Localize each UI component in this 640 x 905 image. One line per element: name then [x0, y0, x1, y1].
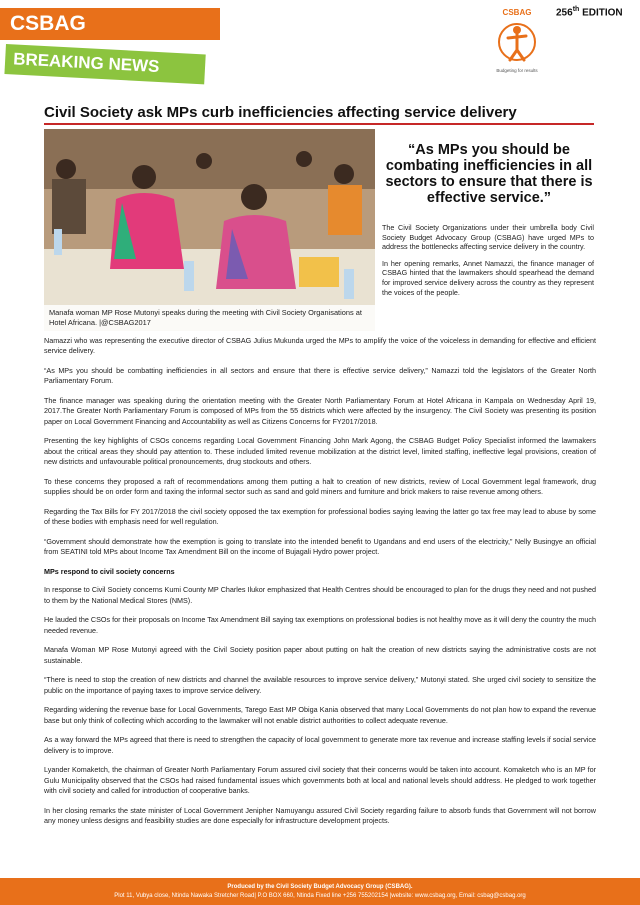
page-footer — [0, 878, 640, 905]
body-paragraph: To these concerns they proposed a raft of recommendations among them putting a halt to creation of new districts, review of Local Government legal framework, drug supplies should be on order form and taxing the informal sector such as sand and gold miners and furniture and brick makers to raise revenue among others. — [44, 476, 596, 497]
side-paragraph: In her opening remarks, Annet Namazzi, the finance manager of CSBAG hinted that the lawmakers should spearhead the demand for improved service delivery across the country as they represent the voices of the people. — [382, 258, 594, 297]
article-photo — [44, 129, 375, 331]
edition-word: EDITION — [582, 7, 623, 19]
edition-number: 256 — [556, 7, 573, 19]
article-body — [44, 336, 596, 836]
csbag-logo — [486, 6, 548, 76]
body-paragraph: In her closing remarks the state minister of Local Government Jenipher Namuyangu assured Civil Society regarding failure to absorb funds that Government will not borrow any money unless designs and feasibility studies are done especially for infrastructure development projects. — [44, 805, 596, 826]
body-paragraph: Presenting the key highlights of CSOs concerns regarding Local Government Financing John Mark Agong, the CSBAG Budget Policy Specialist informed the lawmakers about the critical areas they should pay attention to. These included limited revenue mobilization at the district level, limited staffing, ineffective legal provisions, creation of new districts and unfavourable political pronouncements, drug stockouts and others. — [44, 436, 596, 467]
brand-banner: CSBAG — [0, 8, 220, 40]
body-paragraph: Regarding the Tax Bills for FY 2017/2018 the civil society opposed the tax exemption for professional bodies saying leaving the latter go tax free may lead to abuse by some of these bodies with emphasis need for well regulation. — [44, 506, 596, 527]
edition-suffix: th — [572, 6, 580, 13]
edition-label — [556, 6, 623, 18]
body-paragraph: Namazzi who was representing the executive director of CSBAG Julius Mukunda urged the MPs to amplify the voice of the voiceless in demanding for effective and efficient service delivery. — [44, 336, 596, 356]
body-paragraph: Lyander Komaketch, the chairman of Greater North Parliamentary Forum assured civil society that their concerns would be taken into account. Komaketch who is an MP for Gulu Municipality observed that the CSOs had raised fundamental issues which governments both at local and national levels should address. He pledged to work together with civil society and called for introduction of cooperative banks. — [44, 765, 596, 796]
body-paragraph: “Government should demonstrate how the exemption is going to translate into the intended benefit to Ugandans and end users of the electricity,” Nelly Busingye an official from SEATINI told MPs about Income Tax Amendment Bill on the income of Bujagali Hydro power project. — [44, 536, 596, 557]
body-paragraph: He lauded the CSOs for their proposals on Income Tax Amendment Bill saying tax exemptions on professional bodies is not healthy move as it will deny the country the much needed revenue. — [44, 615, 596, 635]
body-paragraph: As a way forward the MPs agreed that there is need to strengthen the capacity of local government to generate more tax revenue and increase staffing levels if social service delivery is to improve. — [44, 735, 596, 755]
photo-caption: Manafa woman MP Rose Mutonyi speaks during the meeting with Civil Society Organisations at Hotel Africana. |@CSBAG2017 — [44, 305, 375, 331]
side-paragraph: The Civil Society Organizations under their umbrella body Civil Society Budget Advocacy Group (CSBAG) have urged MPs to address the bottlenecks affecting service delivery in the country. — [382, 223, 594, 252]
side-column — [382, 223, 594, 304]
pull-quote: “As MPs you should be combating inefficiencies in all sectors to ensure that there is effective service.” — [385, 142, 593, 206]
headline-divider — [44, 123, 594, 125]
logo-wordmark: CSBAG — [502, 8, 532, 17]
meeting-photo-illustration — [44, 129, 375, 331]
article-headline: Civil Society ask MPs curb inefficiencies affecting service delivery — [44, 104, 517, 121]
body-paragraph: Manafa Woman MP Rose Mutonyi agreed with the Civil Society position paper about putting on halt the creation of new districts saying the administrative costs are not sustainable. — [44, 645, 596, 665]
body-paragraph: “There is need to stop the creation of new districts and channel the available resources to improve service delivery,” Mutonyi stated. She urged civil society to sensitize the public on the importance of paying taxes to improve service delivery. — [44, 675, 596, 695]
body-paragraph: “As MPs you should be combatting inefficiencies in all sectors and ensure that there is effective service delivery,” Namazzi told the legislators of the Greater North Parliamentary Forum. — [44, 366, 596, 386]
body-paragraph: The finance manager was speaking during the orientation meeting with the Greater North Parliamentary Forum at Hotel Africana in Kampala on Wednesday April 19, 2017.The Greater North Parliamentary Forum is composed of MPs from the 55 districts which were affected by the insurgency. The Civil Society was presenting its position paper on Local Government Financing and Accountability as well as Citizens Concerns for FY2017/2018. — [44, 396, 596, 426]
section-subhead: MPs respond to civil society concerns — [44, 566, 175, 576]
body-paragraph: Regarding widening the revenue base for Local Governments, Tarego East MP Obiga Kania observed that many Local Governments do not plan how to expand the revenue base but only think of collecting which according to the lawmaker will not enable district authorities to collect adequate revenue. — [44, 705, 596, 725]
breaking-news-banner: BREAKING NEWS — [4, 44, 205, 84]
footer-producer: Produced by the Civil Society Budget Advocacy Group (CSBAG). — [227, 884, 413, 890]
logo-tagline: Budgeting for results — [496, 68, 538, 73]
footer-contact: Plot 11, Vubya close, Ntinda Nawaka Stretcher Road| P.O BOX 660, Ntinda Fixed line +256 755202154 |website: www.csbag.org, Email: csbag@csbag.org — [114, 892, 526, 899]
body-paragraph: In response to Civil Society concerns Kumi County MP Charles Ilukor emphasized that Health Centres should be encouraged to plan for the drugs they need and not pushed to them by the National Medical Stores (NMS). — [44, 585, 596, 605]
